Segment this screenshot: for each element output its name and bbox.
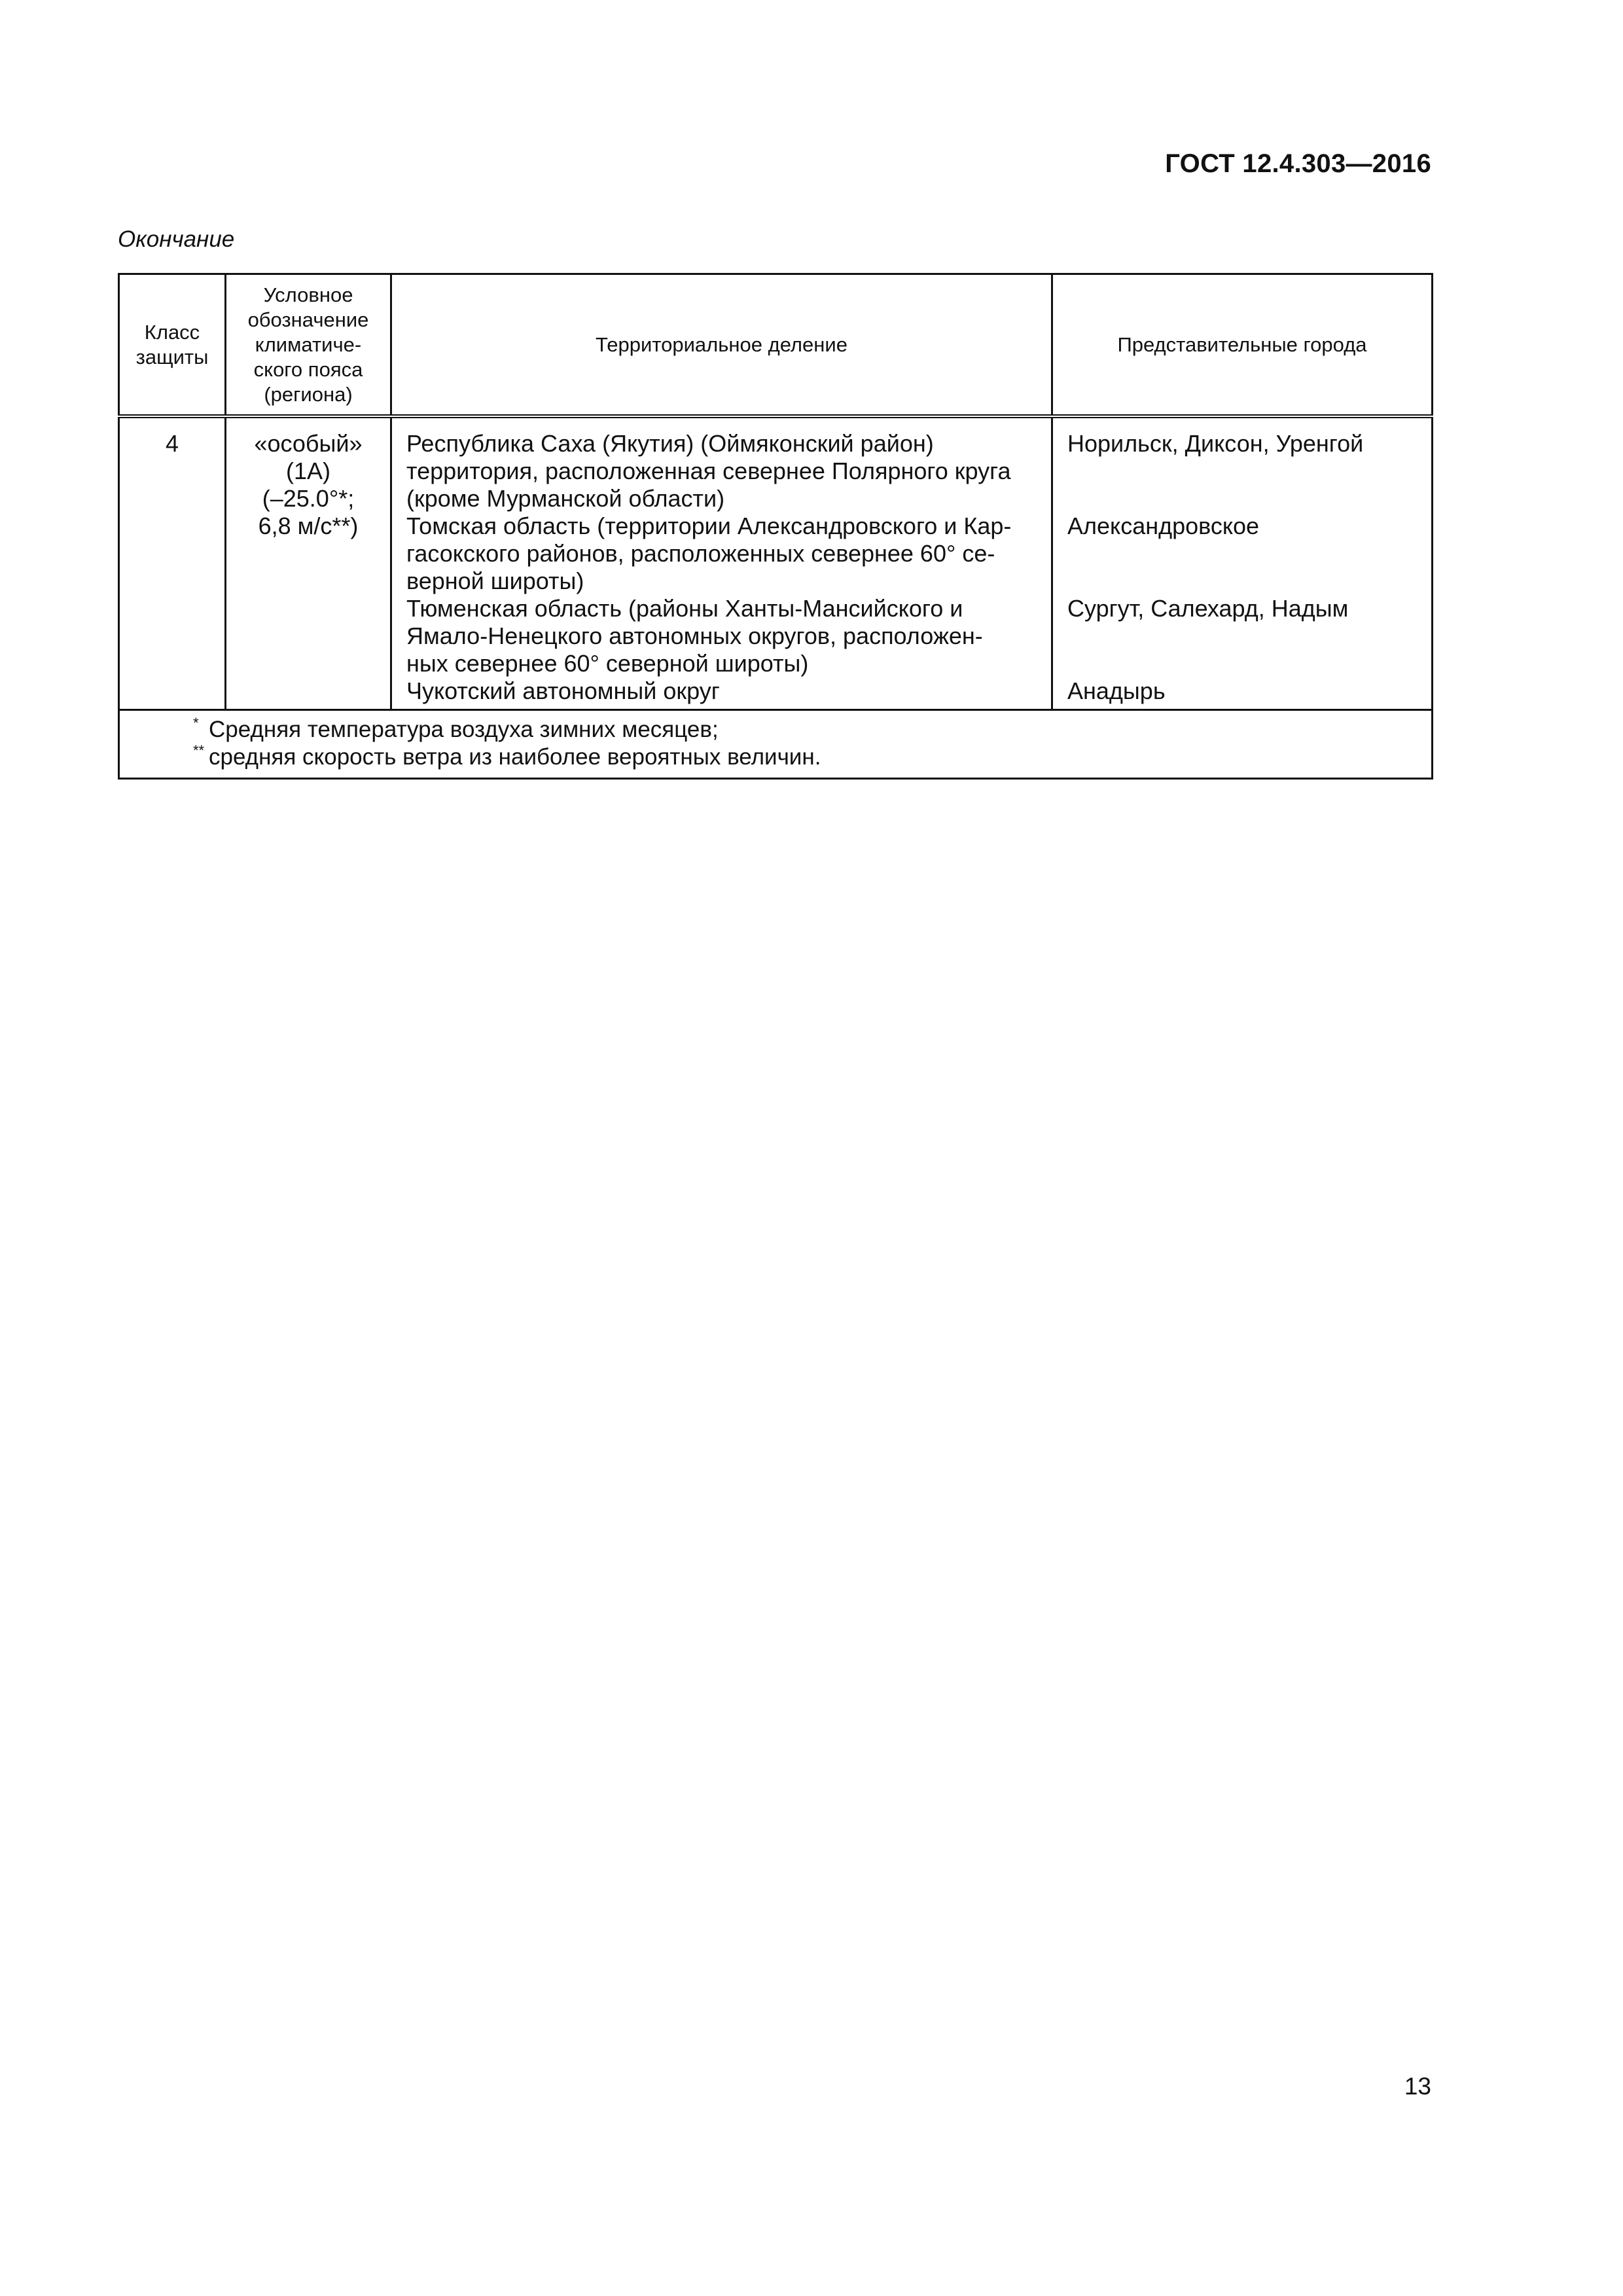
city-item: Александровское — [1067, 512, 1260, 539]
climate-zones-table — [118, 273, 1433, 780]
footnote — [193, 716, 1431, 744]
city-item: Норильск, Диксон, Уренгой — [1067, 430, 1364, 457]
city-item: Сургут, Салехард, Надым — [1067, 595, 1349, 622]
territory-line: ных севернее 60° северной широты) — [406, 650, 809, 677]
territory-line: Чукотский автономный округ — [406, 677, 720, 704]
zone-line: «особый» — [254, 430, 363, 457]
territory-line: территория, расположенная севернее Полярного круга — [406, 457, 1011, 484]
territory-line: Ямало-Ненецкого автономных округов, расположен- — [406, 622, 983, 649]
cell-cities — [1052, 416, 1433, 710]
zone-line: 6,8 м/с**) — [258, 512, 359, 539]
col-header-class: Класс защиты — [119, 274, 226, 417]
territory-line: гасокского районов, расположенных севернее 60° се- — [406, 540, 995, 567]
table-row — [119, 416, 1433, 710]
footnote-text: средняя скорость ветра из наиболее вероятных величин. — [209, 744, 821, 770]
col-header-cities: Представительные города — [1052, 274, 1433, 417]
zone-line: (–25.0°*; — [262, 485, 355, 512]
footnote-mark: ** — [193, 742, 205, 759]
territory-line: Томская область (территории Александровского и Кар- — [406, 512, 1012, 539]
city-item: Анадырь — [1067, 677, 1166, 704]
footnote-text: Средняя температура воздуха зимних месяцев; — [209, 717, 719, 742]
territory-line: Тюменская область (районы Ханты-Мансийского и — [406, 595, 963, 622]
territory-line: верной широты) — [406, 567, 584, 594]
cell-class — [119, 416, 226, 710]
table-continuation-label: Окончание — [118, 226, 235, 252]
footnote-mark: * — [193, 715, 199, 731]
table-header-row — [119, 274, 1433, 417]
page-number: 13 — [1404, 2073, 1431, 2100]
col-header-territory: Территориальное деление — [391, 274, 1052, 417]
zone-line: (1А) — [285, 457, 330, 484]
footnotes — [119, 710, 1433, 779]
document-id: ГОСТ 12.4.303—2016 — [1165, 149, 1431, 178]
territory-line: (кроме Мурманской области) — [406, 485, 725, 512]
footnote — [193, 744, 1431, 771]
table-footnote-row — [119, 710, 1433, 779]
territory-line: Республика Саха (Якутия) (Оймяконский район) — [406, 430, 934, 457]
cell-zone — [226, 416, 391, 710]
cell-territory — [391, 416, 1052, 710]
col-header-zone: Условное обозначение климатиче-ского пояса (региона) — [226, 274, 391, 417]
class-value: 4 — [165, 430, 179, 457]
